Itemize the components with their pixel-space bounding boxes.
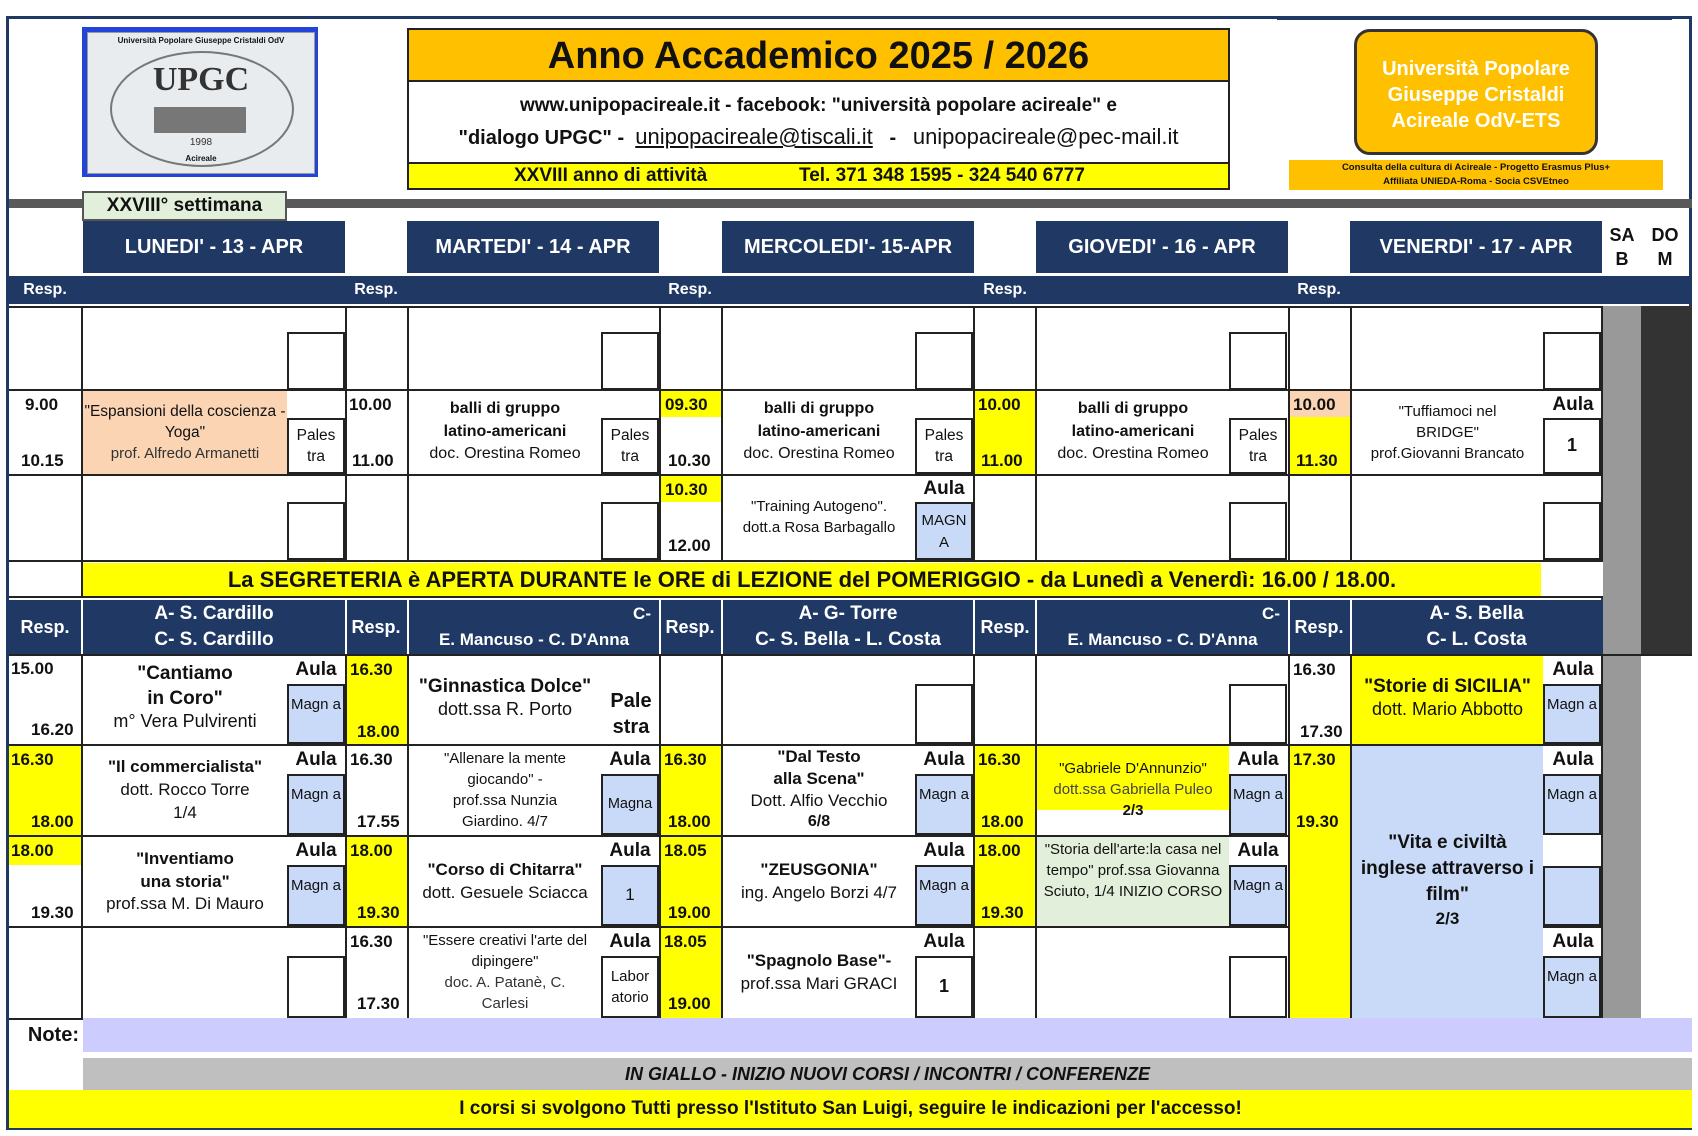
course-teacher: m° Vera Pulvirenti [113, 711, 257, 731]
end-time: 19.30 [357, 903, 400, 922]
start-time: 10.00 [978, 395, 1021, 414]
logo-year: 1998 [189, 137, 213, 148]
room-box [1543, 866, 1601, 926]
time-slot [347, 837, 407, 926]
room-box: Pales tra [287, 418, 345, 474]
start-time: 15.00 [11, 659, 54, 678]
course-title: "ZEUSGONIA" [760, 860, 878, 879]
course-teacher: doc. Orestina Romeo [1057, 445, 1209, 462]
resp-name: C- L. Costa [1426, 629, 1527, 650]
end-time: 10.30 [668, 451, 711, 470]
resp-name: C- S. Bella - L. Costa [755, 629, 941, 650]
logo-main-text: UPGC [152, 61, 250, 98]
course-cell [723, 928, 915, 1018]
course-cell [1037, 391, 1229, 474]
aula-label: Aula [295, 659, 337, 680]
resp-names-mar [409, 601, 659, 653]
room-box [287, 332, 345, 390]
time-slot [11, 656, 81, 744]
resp-name: C- [633, 604, 651, 623]
start-time: 16.30 [1293, 660, 1336, 679]
course-title: "Training Autogeno". [750, 498, 888, 515]
day-header-mer: MERCOLEDI'- 15-APR [722, 221, 974, 273]
aula-label: Aula [295, 840, 337, 861]
logo-top-text: Università Popolare Giuseppe Cristaldi OdV [117, 36, 285, 45]
room-box: 1 [601, 865, 659, 926]
course-title: "Allenare la mente giocando" - [443, 750, 567, 788]
room-box: Pales tra [601, 418, 659, 474]
week-label: XXVIII° settimana [82, 191, 287, 221]
room-box: Magn a [1543, 956, 1601, 1018]
course-teacher: prof.ssa Nunzia Giardino. 4/7 [452, 792, 558, 830]
page-title: Anno Accademico 2025 / 2026 [407, 28, 1230, 82]
email-link[interactable]: unipopacireale@tiscali.it [635, 124, 873, 149]
start-time: 09.30 [665, 395, 708, 414]
aula-label: Aula [923, 478, 965, 499]
end-time: 19.00 [668, 903, 711, 922]
room-box [1543, 332, 1601, 390]
room-box: Magn a [915, 774, 973, 835]
course-title: balli di gruppo latino-americani [757, 400, 881, 440]
end-time: 19.30 [31, 903, 74, 922]
start-time: 16.30 [350, 932, 393, 951]
start-time: 17.30 [1293, 750, 1336, 769]
course-teacher: doc. A. Patanè, C. Carlesi [444, 974, 566, 1012]
start-time: 16.30 [350, 660, 393, 679]
anno-attivita: XXVIII anno di attività [514, 165, 708, 186]
course-cell [83, 746, 287, 835]
day-header-dom: DO M [1651, 225, 1679, 269]
day-header-ven: VENERDI' - 17 - APR [1350, 221, 1602, 273]
course-teacher: dott.a Rosa Barbagallo [742, 519, 896, 536]
course-cell [83, 837, 287, 926]
time-slot [347, 391, 407, 474]
resp-label: Resp. [975, 612, 1035, 642]
start-time: 18.05 [664, 841, 707, 860]
note-field[interactable] [83, 1018, 1692, 1052]
course-cell [409, 746, 601, 835]
aula-label: Aula [609, 931, 651, 952]
room-box: Magn a [287, 865, 345, 926]
end-time: 17.55 [357, 812, 400, 831]
univ-line-3: Acireale OdV-ETS [1391, 110, 1561, 132]
course-cell [409, 928, 601, 1018]
resp-name: A- G- Torre [798, 603, 898, 624]
room-box: 1 [915, 956, 973, 1018]
resp-names-gio [1037, 601, 1288, 653]
resp-names-ven [1352, 601, 1601, 653]
course-teacher: Dott. Alfio Vecchio [750, 791, 888, 810]
resp-name: E. Mancuso - C. D'Anna [1067, 630, 1258, 649]
course-teacher: dott.ssa Gabriella Puleo [1053, 781, 1213, 798]
course-progress: 2/3 [1122, 802, 1144, 819]
course-teacher: doc. Orestina Romeo [429, 445, 581, 462]
start-time: 18.05 [664, 932, 707, 951]
resp-label: Resp. [9, 278, 81, 302]
room-box [287, 956, 345, 1018]
course-cell [1037, 837, 1229, 926]
room-box: Pales tra [915, 418, 973, 474]
resp-label: Resp. [1289, 612, 1349, 642]
aula-label: Aula [609, 749, 651, 770]
aula-label: Aula [1237, 749, 1279, 770]
resp-name: E. Mancuso - C. D'Anna [438, 630, 630, 649]
end-time: 10.15 [21, 451, 64, 470]
time-slot [347, 746, 407, 835]
resp-name: C- [1262, 604, 1280, 623]
time-slot [1290, 391, 1350, 474]
course-cell [1352, 391, 1543, 474]
room-box: Pales tra [1229, 418, 1287, 474]
day-header-mar: MARTEDI' - 14 - APR [407, 221, 659, 273]
time-slot [661, 746, 721, 835]
aula-label: Aula [923, 749, 965, 770]
time-slot [661, 837, 721, 926]
resp-label: Resp. [346, 612, 406, 642]
day-header-sab: SA B [1609, 225, 1635, 269]
course-title: "Storie di SICILIA" [1364, 676, 1531, 697]
time-slot [9, 837, 81, 926]
time-slot [11, 393, 79, 473]
room-box [1229, 502, 1287, 560]
legend-giallo: IN GIALLO - INIZIO NUOVI CORSI / INCONTRI / CONFERENZE [83, 1058, 1692, 1090]
room-box [601, 332, 659, 390]
aula-label: Aula [609, 840, 651, 861]
course-title: "Essere creativi l'arte del dipingere" [422, 932, 588, 970]
end-time: 19.00 [668, 994, 711, 1013]
consulta-line-2: Affiliata UNIEDA-Roma - Socia CSVEtneo [1383, 176, 1569, 187]
course-teacher: dott. Gesuele Sciacca [422, 883, 588, 902]
time-slot [347, 656, 407, 744]
room-box [601, 502, 659, 560]
course-teacher: dott. Rocco Torre [120, 780, 250, 799]
room-box [915, 332, 973, 390]
start-time: 16.30 [11, 750, 54, 769]
end-time: 11.00 [352, 451, 394, 470]
resp-names-mer [723, 601, 973, 653]
room-box: Magn a [1229, 774, 1287, 835]
course-title: balli di gruppo latino-americani [1071, 400, 1195, 440]
start-time: 16.30 [664, 750, 707, 769]
aula-label: Aula [923, 840, 965, 861]
aula-label: Aula [1552, 749, 1594, 770]
room-box [1229, 332, 1287, 390]
end-time: 18.00 [668, 812, 711, 831]
day-header-lun: LUNEDI' - 13 - APR [83, 221, 345, 273]
room-box [287, 502, 345, 560]
time-slot [347, 928, 407, 1018]
end-time: 12.00 [668, 536, 711, 555]
start-time: 18.00 [978, 841, 1021, 860]
course-cell [83, 391, 287, 474]
course-cell [723, 837, 915, 926]
course-title: "Tuffiamoci nel BRIDGE" [1398, 403, 1497, 441]
room-box: Magn a [287, 684, 345, 744]
course-title: balli di gruppo latino-americani [443, 400, 567, 440]
room-box [1543, 502, 1601, 560]
aula-label: Aula [295, 749, 337, 770]
room-box [1229, 956, 1287, 1018]
aula-label: Aula [923, 931, 965, 952]
course-cell [1352, 656, 1543, 744]
time-slot [9, 746, 81, 835]
course-title: "Storia dell'arte:la casa nel tempo" prof.ssa Giovanna Sciuto, 1/4 INIZIO CORSO [1043, 841, 1223, 900]
resp-row [9, 276, 1692, 304]
telefono: Tel. 371 348 1595 - 324 540 6777 [799, 165, 1085, 186]
course-title: "Espansioni della coscienza - Yoga" [84, 403, 286, 441]
course-title: "Cantiamo in Coro" [137, 663, 233, 709]
note-label: Note: [27, 1024, 79, 1046]
course-teacher: prof.ssa Mari GRACI [740, 974, 898, 993]
resp-names-lun [83, 601, 345, 653]
univ-line-2: Giuseppe Cristaldi [1387, 84, 1565, 106]
course-title: "Dal Testo alla Scena" [773, 747, 865, 788]
course-title: "Gabriele D'Annunzio" [1059, 760, 1207, 777]
course-teacher: ing. Angelo Borzi 4/7 [741, 883, 897, 902]
room-box: Magn a [915, 865, 973, 926]
course-cell [723, 746, 915, 835]
resp-label: Resp. [1289, 278, 1349, 302]
course-cell [83, 656, 287, 744]
room-box: Labor atorio [601, 956, 659, 1018]
info-bar [407, 162, 1230, 190]
resp-label: Resp. [9, 612, 81, 642]
start-time: 10.30 [665, 480, 708, 499]
aula-label: Aula [1237, 840, 1279, 861]
course-teacher: prof.Giovanni Brancato [1370, 445, 1525, 462]
web-line-2-prefix: "dialogo UPGC" - [458, 127, 625, 149]
time-slot [975, 391, 1035, 474]
resp-name: C- S. Cardillo [154, 629, 274, 650]
resp-label: Resp. [346, 278, 406, 302]
room-box: Magn a [1229, 865, 1287, 926]
start-time: 10.00 [1293, 395, 1336, 414]
univ-line-1: Università Popolare [1382, 58, 1570, 80]
segreteria-banner: La SEGRETERIA è APERTA DURANTE le ORE di LEZIONE del POMERIGGIO - da Lunedì a Venerdì: 16.00 / 18.00. [83, 563, 1541, 596]
resp-name: A- S. Cardillo [154, 603, 274, 624]
course-cell [1037, 746, 1229, 835]
end-time: 17.30 [1300, 722, 1343, 741]
pec-email: unipopacireale@pec-mail.it [912, 124, 1179, 149]
time-slot [661, 391, 721, 474]
aula-label: Aula [1552, 394, 1594, 415]
resp-name: A- S. Bella [1429, 603, 1524, 624]
contact-block [407, 82, 1230, 162]
day-header-gio: GIOVEDI' - 16 - APR [1036, 221, 1288, 273]
course-title: "Il commercialista" [107, 757, 263, 776]
course-progress: 1/4 [173, 803, 197, 822]
course-cell [723, 391, 915, 474]
resp-label: Resp. [975, 278, 1035, 302]
end-time: 19.30 [1296, 812, 1339, 831]
end-time: 11.00 [981, 451, 1023, 470]
room-box: Magn a [1543, 774, 1601, 835]
start-time: 18.00 [11, 841, 54, 860]
course-teacher: dott. Mario Abbotto [1371, 699, 1524, 719]
end-time: 18.00 [31, 812, 74, 831]
room-box: 1 [1543, 418, 1601, 474]
consulta-line-1: Consulta della cultura di Acireale - Progetto Erasmus Plus+ [1341, 162, 1611, 173]
room-box [915, 684, 973, 744]
start-time: 9.00 [25, 395, 59, 414]
course-title: "Vita e civiltà inglese attraverso i film" [1360, 832, 1535, 905]
time-slot [661, 928, 721, 1018]
course-progress: 6/8 [807, 813, 831, 830]
course-cell [409, 391, 601, 474]
room-box: MAGN A [915, 502, 973, 560]
room-label: Pale stra [610, 690, 652, 738]
room-box [1229, 684, 1287, 744]
course-title: "Inventiamo una storia" [136, 849, 234, 891]
course-cell [409, 837, 601, 926]
course-teacher: prof.ssa M. Di Mauro [106, 894, 264, 913]
course-teacher: doc. Orestina Romeo [743, 445, 895, 462]
course-teacher: dott.ssa R. Porto [437, 699, 573, 719]
end-time: 18.00 [357, 722, 400, 741]
time-slot [1290, 746, 1350, 1018]
start-time: 18.00 [350, 841, 393, 860]
end-time: 19.30 [981, 903, 1024, 922]
room-box: Magna [601, 774, 659, 835]
upgc-logo [82, 27, 318, 177]
start-time: 10.00 [349, 395, 392, 414]
course-teacher: prof. Alfredo Armanetti [110, 445, 260, 462]
resp-label: Resp. [660, 278, 720, 302]
start-time: 16.30 [978, 750, 1021, 769]
start-time: 16.30 [350, 750, 393, 769]
time-slot [975, 746, 1035, 835]
course-title: "Corso di Chitarra" [427, 860, 583, 879]
course-title: "Ginnastica Dolce" [418, 676, 592, 697]
room-box: Magn a [1543, 684, 1601, 744]
web-line-1: www.unipopacireale.it - facebook: "università popolare acireale" e [520, 95, 1117, 116]
resp-label: Resp. [660, 612, 720, 642]
end-time: 16.20 [31, 720, 74, 739]
course-cell [409, 656, 601, 744]
course-title: "Spagnolo Base"- [746, 951, 892, 970]
time-slot [661, 476, 721, 560]
time-slot [975, 837, 1035, 926]
aula-label: Aula [1552, 931, 1594, 952]
end-time: 11.30 [1296, 451, 1338, 470]
course-progress: 2/3 [1435, 909, 1460, 928]
location-banner: I corsi si svolgono Tutti presso l'Istituto San Luigi, seguire le indicazioni per l'accesso! [9, 1090, 1692, 1128]
course-cell [723, 476, 915, 560]
room-box: Magn a [287, 774, 345, 835]
logo-bottom-text: Acireale [185, 154, 217, 163]
consulta-box [1289, 160, 1663, 190]
aula-label: Aula [1552, 659, 1594, 680]
end-time: 18.00 [981, 812, 1024, 831]
email-separator: - [889, 127, 897, 149]
course-cell [1352, 746, 1543, 1018]
end-time: 17.30 [357, 994, 400, 1013]
time-slot [1290, 656, 1350, 744]
university-badge [1354, 29, 1598, 155]
